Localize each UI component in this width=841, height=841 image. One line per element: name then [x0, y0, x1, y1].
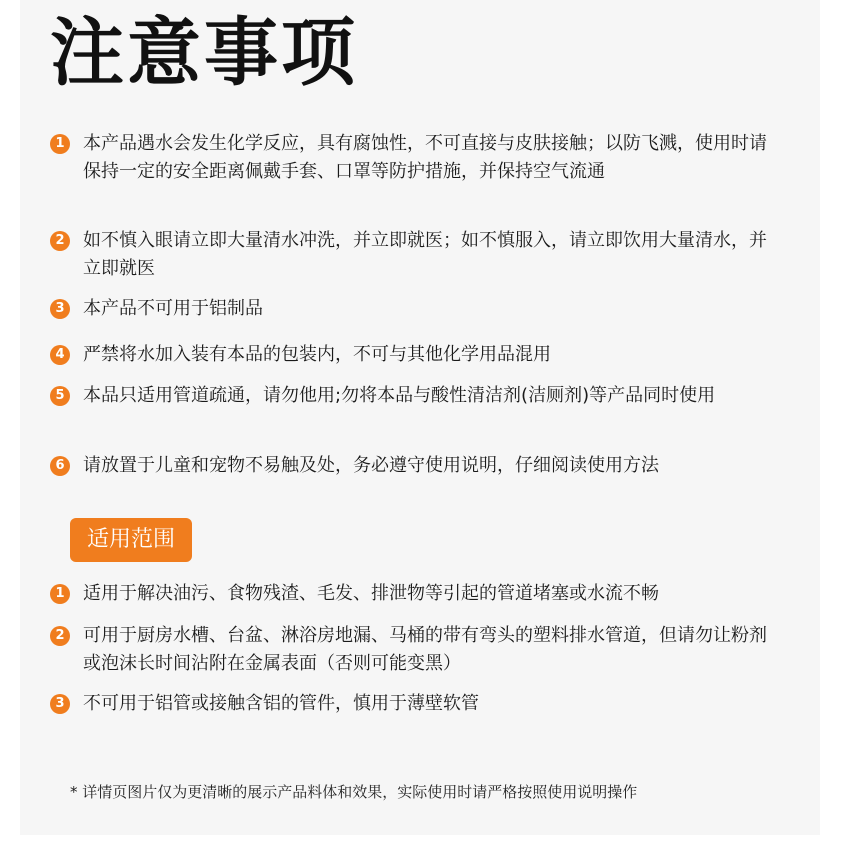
precautions-list-4	[50, 341, 780, 369]
scope-list-1	[50, 580, 780, 608]
number-badge: 2	[50, 626, 70, 646]
precautions-list	[50, 130, 780, 186]
footnote: * 详情页图片仅为更清晰的展示产品料体和效果，实际使用时请严格按照使用说明操作	[70, 783, 638, 801]
number-badge: 3	[50, 694, 70, 714]
list-item	[50, 295, 780, 323]
list-item	[50, 227, 780, 283]
list-item	[50, 382, 780, 410]
item-text: 可用于厨房水槽、台盆、淋浴房地漏、马桶的带有弯头的塑料排水管道，但请勿让粉剂或泡沫长时间沾附在金属表面（否则可能变黑）	[83, 625, 767, 674]
number-badge: 5	[50, 386, 70, 406]
item-text: 不可用于铝管或接触含铝的管件，慎用于薄壁软管	[83, 693, 479, 714]
scope-section-tag: 适用范围	[70, 518, 192, 562]
list-item	[50, 452, 780, 480]
precautions-list-3	[50, 295, 780, 323]
item-text: 本品只适用管道疏通，请勿他用;勿将本品与酸性清洁剂(洁厕剂)等产品同时使用	[83, 385, 716, 406]
precautions-list-2	[50, 227, 780, 283]
page-title: 注意事项	[50, 10, 358, 96]
number-badge: 6	[50, 456, 70, 476]
list-item	[50, 622, 780, 678]
number-badge: 1	[50, 134, 70, 154]
item-text: 严禁将水加入装有本品的包装内，不可与其他化学用品混用	[83, 344, 551, 365]
item-text: 本产品遇水会发生化学反应，具有腐蚀性，不可直接与皮肤接触；以防飞溅，使用时请保持一定的安全距离佩戴手套、口罩等防护措施，并保持空气流通	[83, 133, 767, 182]
precautions-list-5	[50, 382, 780, 410]
precautions-list-6	[50, 452, 780, 480]
item-text: 如不慎入眼请立即大量清水冲洗，并立即就医；如不慎服入，请立即饮用大量清水，并立即就医	[83, 230, 767, 279]
number-badge: 2	[50, 231, 70, 251]
scope-list-2	[50, 622, 780, 678]
item-text: 本产品不可用于铝制品	[83, 298, 263, 319]
item-text: 适用于解决油污、食物残渣、毛发、排泄物等引起的管道堵塞或水流不畅	[83, 583, 659, 604]
list-item	[50, 341, 780, 369]
list-item	[50, 690, 780, 718]
number-badge: 3	[50, 299, 70, 319]
list-item	[50, 580, 780, 608]
list-item	[50, 130, 780, 186]
number-badge: 4	[50, 345, 70, 365]
scope-list-3	[50, 690, 780, 718]
item-text: 请放置于儿童和宠物不易触及处，务必遵守使用说明，仔细阅读使用方法	[83, 455, 659, 476]
number-badge: 1	[50, 584, 70, 604]
